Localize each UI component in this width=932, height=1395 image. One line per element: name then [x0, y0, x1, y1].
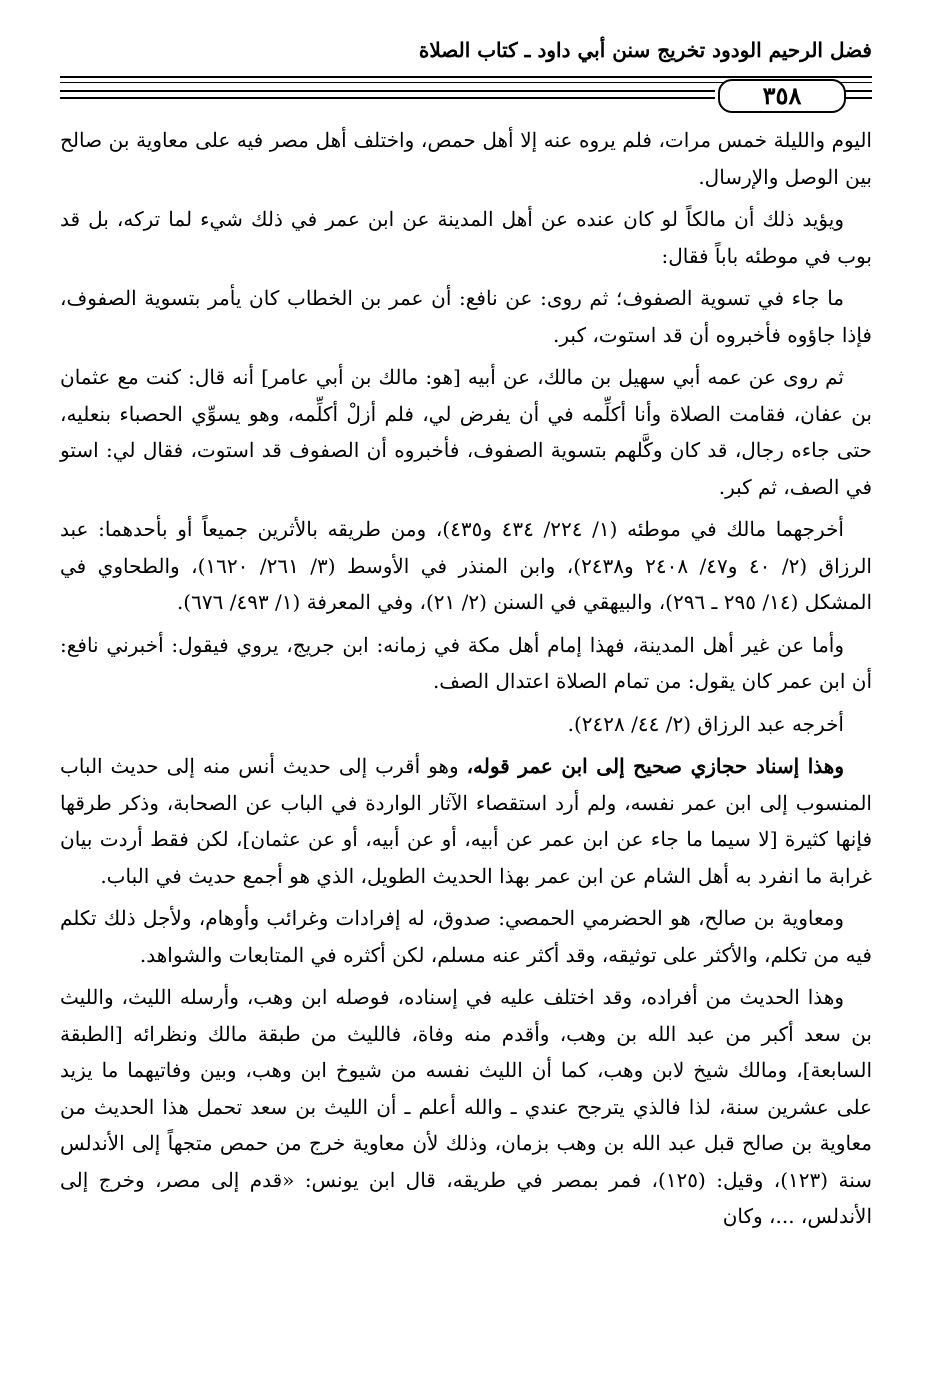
paragraph — [60, 748, 872, 894]
paragraph: اليوم والليلة خمس مرات، فلم يروه عنه إلا أهل حمص، واختلف أهل مصر فيه على معاوية بن صالح بين الوصل والإرسال. — [60, 128, 872, 189]
page-number-rule-right — [845, 90, 872, 100]
running-header-title: فضل الرحيم الودود تخريج سنن أبي داود ـ كتاب الصلاة — [418, 38, 872, 62]
body-text — [60, 122, 872, 1241]
paragraph: ثم روى عن عمه أبي سهيل بن مالك، عن أبيه [هو: مالك بن أبي عامر] أنه قال: كنت مع عثمان بن عفان، فقامت الصلاة وأنا أكلِّمه في أن يفرض لي، فلم أزلْ أكلِّمه، وهو يسوِّي الحصباء بنعليه، حتى جاءه رجال، قد كان وكَّلهم بتسوية الصفوف، فأخبروه أن الصفوف قد استوت، فقال لي: استو في الصف، ثم كبر. — [60, 365, 872, 499]
paragraph: وهذا الحديث من أفراده، وقد اختلف عليه في إسناده، فوصله ابن وهب، وأرسله الليث، والليث بن سعد أكبر من عبد الله بن وهب، وأقدم منه وفاة، فالليث من طبقة مالك ونظرائه [الطبقة السابعة]، ومالك شيخ لابن وهب، كما أن الليث نفسه من شيوخ ابن وهب، وبين وفاتيهما ما يزيد على عشرين سنة، لذا فالذي يترجح عندي ـ والله أعلم ـ أن الليث بن سعد تحمل هذا الحديث من معاوية بن صالح قبل عبد الله بن وهب بزمان، وذلك لأن معاوية خرج من حمص متجهاً إلى الأندلس سنة (١٢٣)، وقيل: (١٢٥)، فمر بمصر في طريقه، قال ابن يونس: «قدم إلى مصر، وخرج إلى الأندلس، ...، وكان — [60, 985, 872, 1228]
paragraph-text: وهو أقرب إلى حديث أنس منه إلى حديث الباب المنسوب إلى ابن عمر نفسه، ولم أرد استقصاء الآثار الواردة في الباب عن الصحابة، وذكر طرقها فإنها كثيرة [لا سيما ما جاء عن ابن عمر عن أبيه، أو عن أبيه، أو عن عثمان]، لكن فقط أردت بيان غرابة ما انفرد به أهل الشام عن ابن عمر بهذا الحديث الطويل، الذي هو أجمع حديث في الباب. — [60, 754, 872, 888]
paragraph: ما جاء في تسوية الصفوف؛ ثم روى: عن نافع: أن عمر بن الخطاب كان يأمر بتسوية الصفوف، فإذا جاؤوه فأخبروه أن قد استوت، كبر. — [60, 286, 872, 347]
page-number: ٣٥٨ — [718, 79, 846, 113]
paragraph: ومعاوية بن صالح، هو الحضرمي الحمصي: صدوق، له إفرادات وغرائب وأوهام، ولأجل ذلك تكلم فيه من تكلم، والأكثر على توثيقه، وقد أكثر عنه مسلم، لكن أكثره في المتابعات والشواهد. — [60, 906, 872, 967]
paragraph: وأما عن غير أهل المدينة، فهذا إمام أهل مكة في زمانه: ابن جريج، يروي فيقول: أخبرني نافع: أن ابن عمر كان يقول: من تمام الصلاة اعتدال الصف. — [60, 632, 872, 693]
page-number-rule-left — [60, 90, 715, 100]
paragraph: أخرجه عبد الرزاق (٢/ ٤٤/ ٢٤٢٨). — [567, 711, 844, 736]
paragraph: ويؤيد ذلك أن مالكاً لو كان عنده عن أهل المدينة عن ابن عمر في ذلك شيء لما تركه، بل قد بوب في موطئه باباً فقال: — [60, 207, 872, 268]
paragraph: أخرجهما مالك في موطئه (١/ ٢٢٤/ ٤٣٤ و٤٣٥)، ومن طريقه بالأثرين جميعاً أو بأحدهما: عبد الرزاق (٢/ ٤٠ و٤٧/ ٢٤٠٨ و٢٤٣٨)، وابن المنذر في الأوسط (٣/ ٢٦١/ ١٦٢٠)، والطحاوي في المشكل (١٤/ ٢٩٥ ـ ٢٩٦)، والبيهقي في السنن (٢/ ٢١)، وفي المعرفة (١/ ٤٩٣/ ٦٧٦). — [60, 517, 872, 614]
header-rule-top — [60, 76, 872, 78]
bold-phrase: وهذا إسناد حجازي صحيح إلى ابن عمر قوله، — [466, 754, 844, 778]
